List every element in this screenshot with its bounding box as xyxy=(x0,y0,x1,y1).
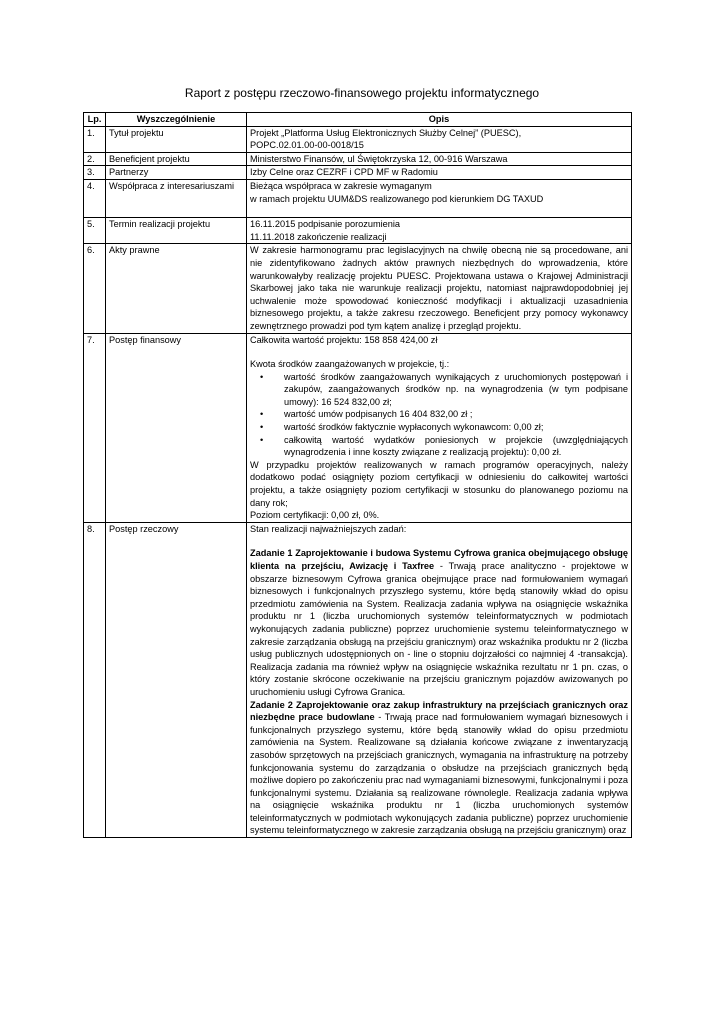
row-label: Termin realizacji projektu xyxy=(106,218,247,244)
table-row xyxy=(84,218,632,244)
table-row xyxy=(84,179,632,217)
table-row xyxy=(84,152,632,166)
tasks-intro: Stan realizacji najważniejszych zadań: xyxy=(250,523,407,534)
row-label: Akty prawne xyxy=(106,244,247,333)
row-number: 1. xyxy=(84,126,106,152)
task-2-body: - Trwają prace nad formułowaniem wymagań biznesowych i funkcjonalnych przyszłego systemu, które będą stanowiły wkład do opisu przedmiotu zamówienia na System. Realizowane są działania końcowe związane z inwentaryzacją zasobów sprzętowych na przejściach granicznych, wymagania na infrastrukturę na potrzeby funkcjonowania systemu do zarządzania o obsłudze na przejściach granicznych będą możliwe dopiero po zakończeniu prac nad wymaganiami biznesowymi, funkcjonalnymi i poza funkcjonalnymi systemu. Działania są realizowane równolegle. Realizacja zadania wpływa na osiągnięcie wskaźnika produktu nr 1 (liczba uruchomionych systemów teleinformatycznych w podmiotach wykonujących zadania publiczne) poprzez uruchomienie systemu teleinformatycznego w zakresie zarządzania obsługą na przejściu granicznym) oraz xyxy=(250,712,629,836)
list-item: • wartość umów podpisanych 16 404 832,00 zł ; xyxy=(284,408,628,421)
row-description xyxy=(247,166,632,180)
row-number: 2. xyxy=(84,152,106,166)
description-paragraph: W zakresie harmonogramu prac legislacyjnych na chwilę obecną nie są procedowane, ani nie zidentyfikowano żadnych aktów prawnych niezbędnych do wprowadzenia, które warunkowałyby realizację projektu PUESC. Projektowana ustawa o Krajowej Administracji Skarbowej jako taka nie warunkuje realizacji projektu, natomiast najprawdopodobniej jej uchwalenie może spowodować konieczność modyfikacji i aktualizacji uzasadnienia biznesowego projektu, a także zakresu rzeczowego. Beneficjent przy pomocy wykonawcy zewnętrznego prowadzi pod tym kątem analizę i przegląd projektu. xyxy=(250,245,628,331)
document-title: Raport z postępu rzeczowo-finansowego projektu informatycznego xyxy=(184,86,540,100)
row-number: 7. xyxy=(84,333,106,522)
row-label: Postęp rzeczowy xyxy=(106,522,247,837)
row-description xyxy=(247,218,632,244)
row-description xyxy=(247,152,632,166)
row-number: 6. xyxy=(84,244,106,333)
description-line: w ramach projektu UUM&DS realizowanego pod kierunkiem DG TAXUD xyxy=(250,193,544,204)
table-row xyxy=(84,333,632,522)
task-2 xyxy=(250,699,628,838)
description-line: 11.11.2018 zakończenie realizacji xyxy=(250,231,387,242)
table-row xyxy=(84,126,632,152)
row-description xyxy=(247,244,632,333)
engaged-intro: Kwota środków zaangażowanych w projekcie, tj.: xyxy=(250,359,450,370)
total-value: Całkowita wartość projektu: 158 858 424,00 zł xyxy=(250,334,438,345)
header-lp: Lp. xyxy=(84,113,106,127)
row-description xyxy=(247,179,632,217)
certification-note: W przypadku projektów realizowanych w ramach programów operacyjnych, należy dodatkowo podać osiągnięty poziom certyfikacji w odniesieniu do całkowitej wartości projektu, a także osiągnięty poziom certyfikacji w stosunku do planowanego poziomu na dany rok; xyxy=(250,459,628,508)
report-table xyxy=(83,112,632,838)
table-row xyxy=(84,522,632,837)
row-label: Beneficjent projektu xyxy=(106,152,247,166)
task-1-title: Zadanie 1 Zaprojektowanie i budowa Systemu Cyfrowa granica obejmującego obsługę klienta na przejściu, Awizację i Taxfree xyxy=(250,548,628,571)
row-number: 5. xyxy=(84,218,106,244)
task-1-body: - Trwają prace analityczno - projektowe w obszarze biznesowym Cyfrowa granica obejmujące prace nad formułowaniem wymagań biznesowych i funkcjonalnych przyszłego systemu, które będą stanowiły wkład do opisu przedmiotu zamówienia na System. Realizacja zadania wpływa na osiągnięcie wskaźnika produktu nr 1 (liczba uruchomionych systemów teleinformatycznych w podmiotach wykonujących zadania publiczne) poprzez uruchomienie systemu teleinformatycznego w zakresie zarządzania obsługą na przejściu granicznym) oraz wskaźnika produktu nr 2 (liczba usług publicznych udostępnionych on - line o stopniu dojrzałości co najmniej 4 -transakcja). Realizacja zadania ma również wpływ na osiągnięcie wskaźnika rezultatu nr 1 pn. czas, o który zostanie skrócone oczekiwanie na przejściu granicznym pojazdów awizowanych po uruchomieniu usługi Cyfrowa Granica. xyxy=(250,561,628,697)
table-header-row xyxy=(84,113,632,127)
row-label: Współpraca z interesariuszami xyxy=(106,179,247,217)
financial-progress xyxy=(247,333,632,522)
task-2-title: Zadanie 2 Zaprojektowanie oraz zakup infrastruktury na przejściach granicznych oraz niezbędne prace budowlane xyxy=(250,699,628,723)
row-label: Postęp finansowy xyxy=(106,333,247,522)
description-line: 16.11.2015 podpisanie porozumienia xyxy=(250,219,401,230)
description-line: POPC.02.01.00-00-0018/15 xyxy=(250,140,364,151)
material-progress xyxy=(247,522,632,837)
task-1 xyxy=(250,547,628,698)
row-label: Partnerzy xyxy=(106,166,247,180)
list-item: • wartość środków zaangażowanych wynikających z uruchomionych postępowań i zakupów, zaangażowanych środków np. na wynagrodzenia (w tym podpisane umowy): 16 524 832,00 zł; xyxy=(284,371,628,409)
engaged-list xyxy=(250,371,628,459)
certification-level: Poziom certyfikacji: 0,00 zł, 0%. xyxy=(250,510,380,521)
row-number: 3. xyxy=(84,166,106,180)
table-row xyxy=(84,166,632,180)
description-line: Bieżąca współpraca w zakresie wymaganym xyxy=(250,180,432,191)
row-number: 4. xyxy=(84,179,106,217)
description-line: Projekt „Platforma Usług Elektronicznych Służby Celnej” (PUESC), xyxy=(250,127,522,138)
list-item: • całkowitą wartość wydatków poniesionych w projekcie (uwzględniających wynagrodzenia i inne koszty związane z realizacją projektu): 0,00 zł. xyxy=(284,434,628,459)
header-desc: Opis xyxy=(247,113,632,127)
row-label: Tytuł projektu xyxy=(106,126,247,152)
table-row xyxy=(84,244,632,333)
description-line: Izby Celne oraz CEZRF i CPD MF w Radomiu xyxy=(250,167,438,178)
list-item: • wartość środków faktycznie wypłaconych wykonawcom: 0,00 zł; xyxy=(284,421,628,434)
row-number: 8. xyxy=(84,522,106,837)
row-description xyxy=(247,126,632,152)
description-line: Ministerstwo Finansów, ul Świętokrzyska 12, 00-916 Warszawa xyxy=(250,153,508,164)
header-item: Wyszczególnienie xyxy=(106,113,247,127)
